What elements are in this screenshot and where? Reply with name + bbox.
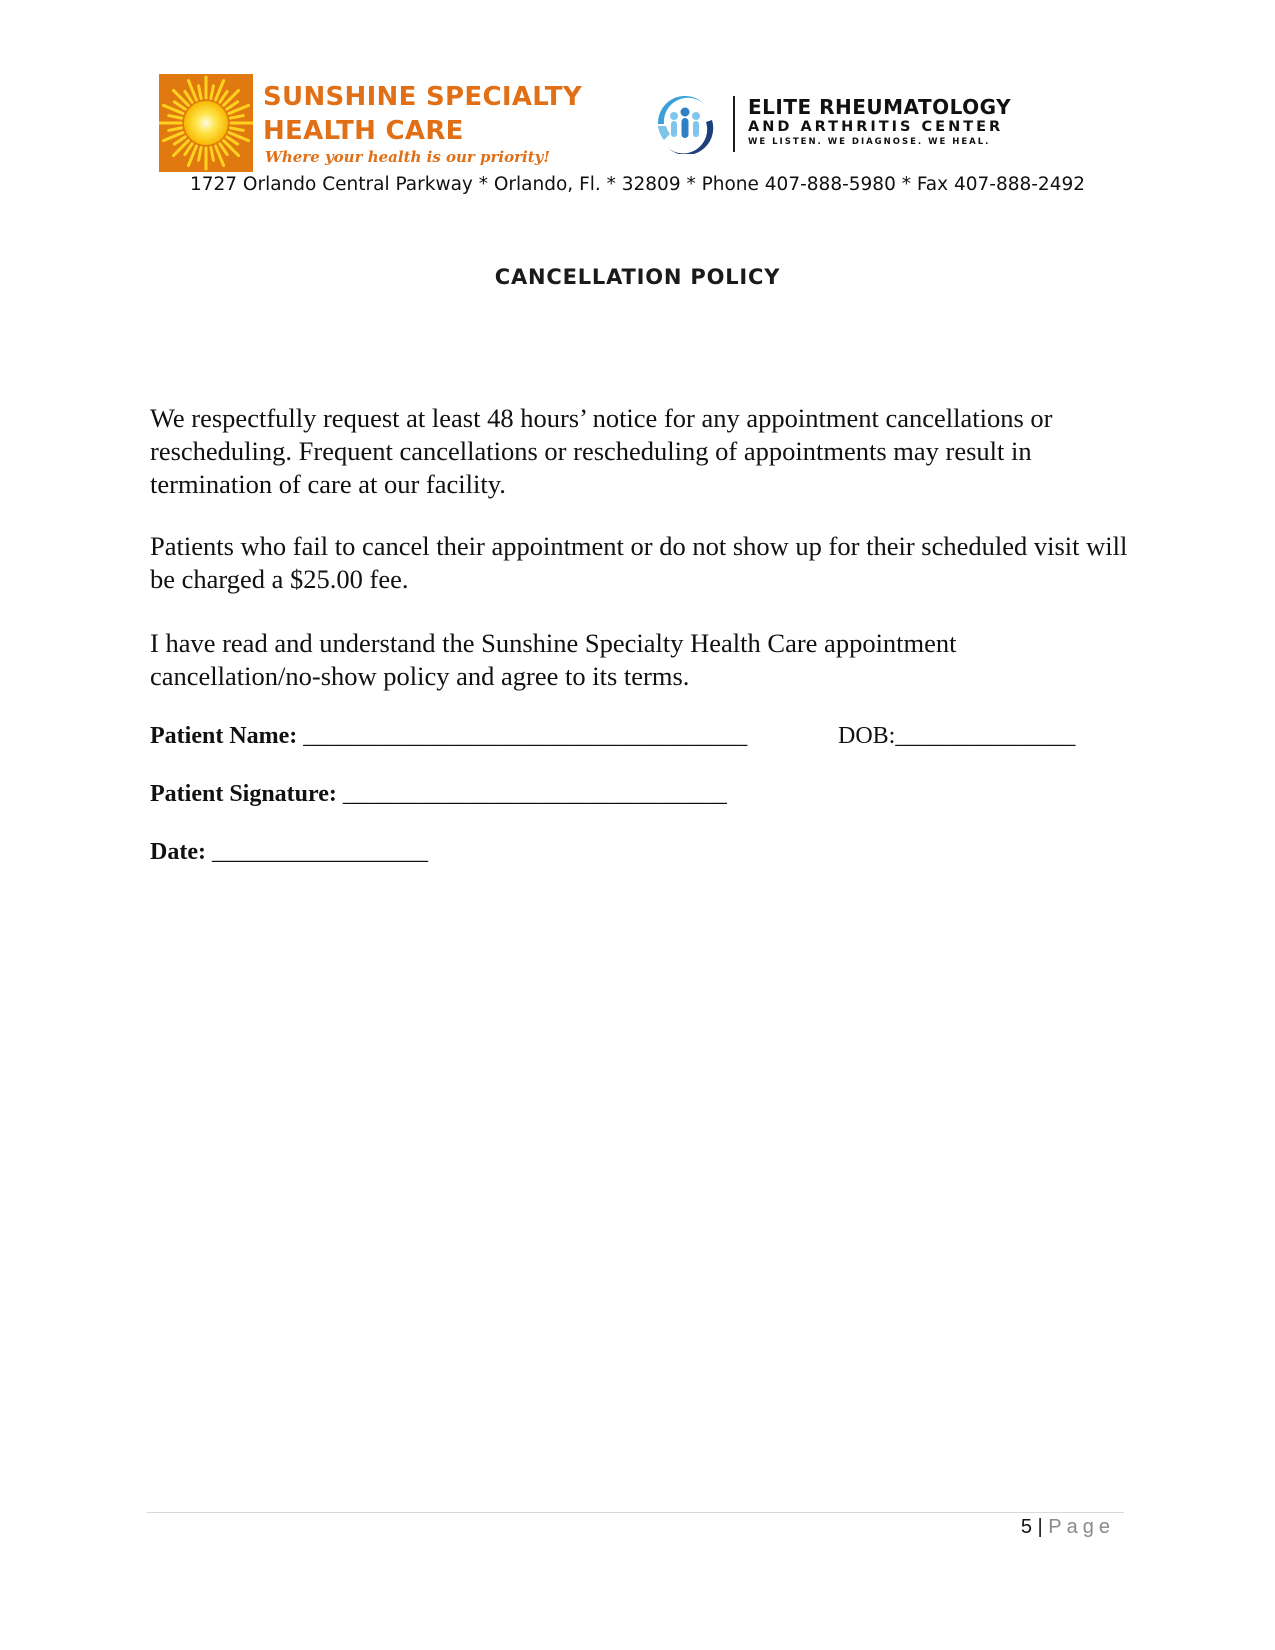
acknowledgment-paragraph: I have read and understand the Sunshine Specialty Health Care appointment cancellation/no-show policy and agree to its terms. [150,628,957,691]
sunshine-name-line1: SUNSHINE SPECIALTY [263,82,582,112]
date-label: Date: [150,839,206,865]
patient-signature-label: Patient Signature: [150,781,337,807]
page-number: 5 [1020,1516,1032,1538]
elite-name-line1: ELITE RHEUMATOLOGY [748,95,1012,119]
footer-divider [147,1512,1124,1513]
policy-paragraph-1: We respectfully request at least 48 hours’ notice for any appointment cancellations or rescheduling. Frequent cancellations or rescheduling of appointments may result in termination of care at our facility. [150,403,1053,499]
page-separator: | [1037,1516,1043,1538]
address-text: 1727 Orlando Central Parkway * Orlando, Fl. * 32809 * Phone 407-888-5980 * Fax 407-888-2492 [189,174,1086,195]
patient-name-field[interactable] [150,723,747,750]
sunshine-name-line2: HEALTH CARE [263,116,464,146]
date-field[interactable] [150,839,428,866]
patient-name-label: Patient Name: [150,723,298,749]
patient-name-blank[interactable]: _____________________________________ [303,723,748,749]
elite-logo [650,92,1070,156]
sunshine-logo [159,74,599,172]
elite-name-line2: AND ARTHRITIS CENTER [748,119,1004,135]
elite-motto: WE LISTEN. WE DIAGNOSE. WE HEAL. [748,137,991,147]
sunshine-tagline: Where your health is our priority! [265,148,550,166]
people-circle-icon [650,94,720,154]
dob-blank[interactable]: _______________ [895,723,1076,749]
dob-field[interactable] [838,723,1075,750]
date-blank[interactable]: __________________ [211,839,428,865]
policy-paragraph-2: Patients who fail to cancel their appointment or do not show up for their scheduled visit will be charged a $25.00 fee. [150,531,1128,594]
page-footer [1021,1516,1115,1539]
address-line [0,174,1275,195]
logo-divider [733,96,735,152]
sun-icon [159,74,253,172]
sunshine-brand-name [263,80,582,148]
patient-signature-blank[interactable]: ________________________________ [342,781,727,807]
page-word: Page [1048,1516,1115,1538]
dob-label: DOB: [838,723,896,749]
page-title: CANCELLATION POLICY [494,265,781,289]
patient-signature-field[interactable] [150,781,727,808]
